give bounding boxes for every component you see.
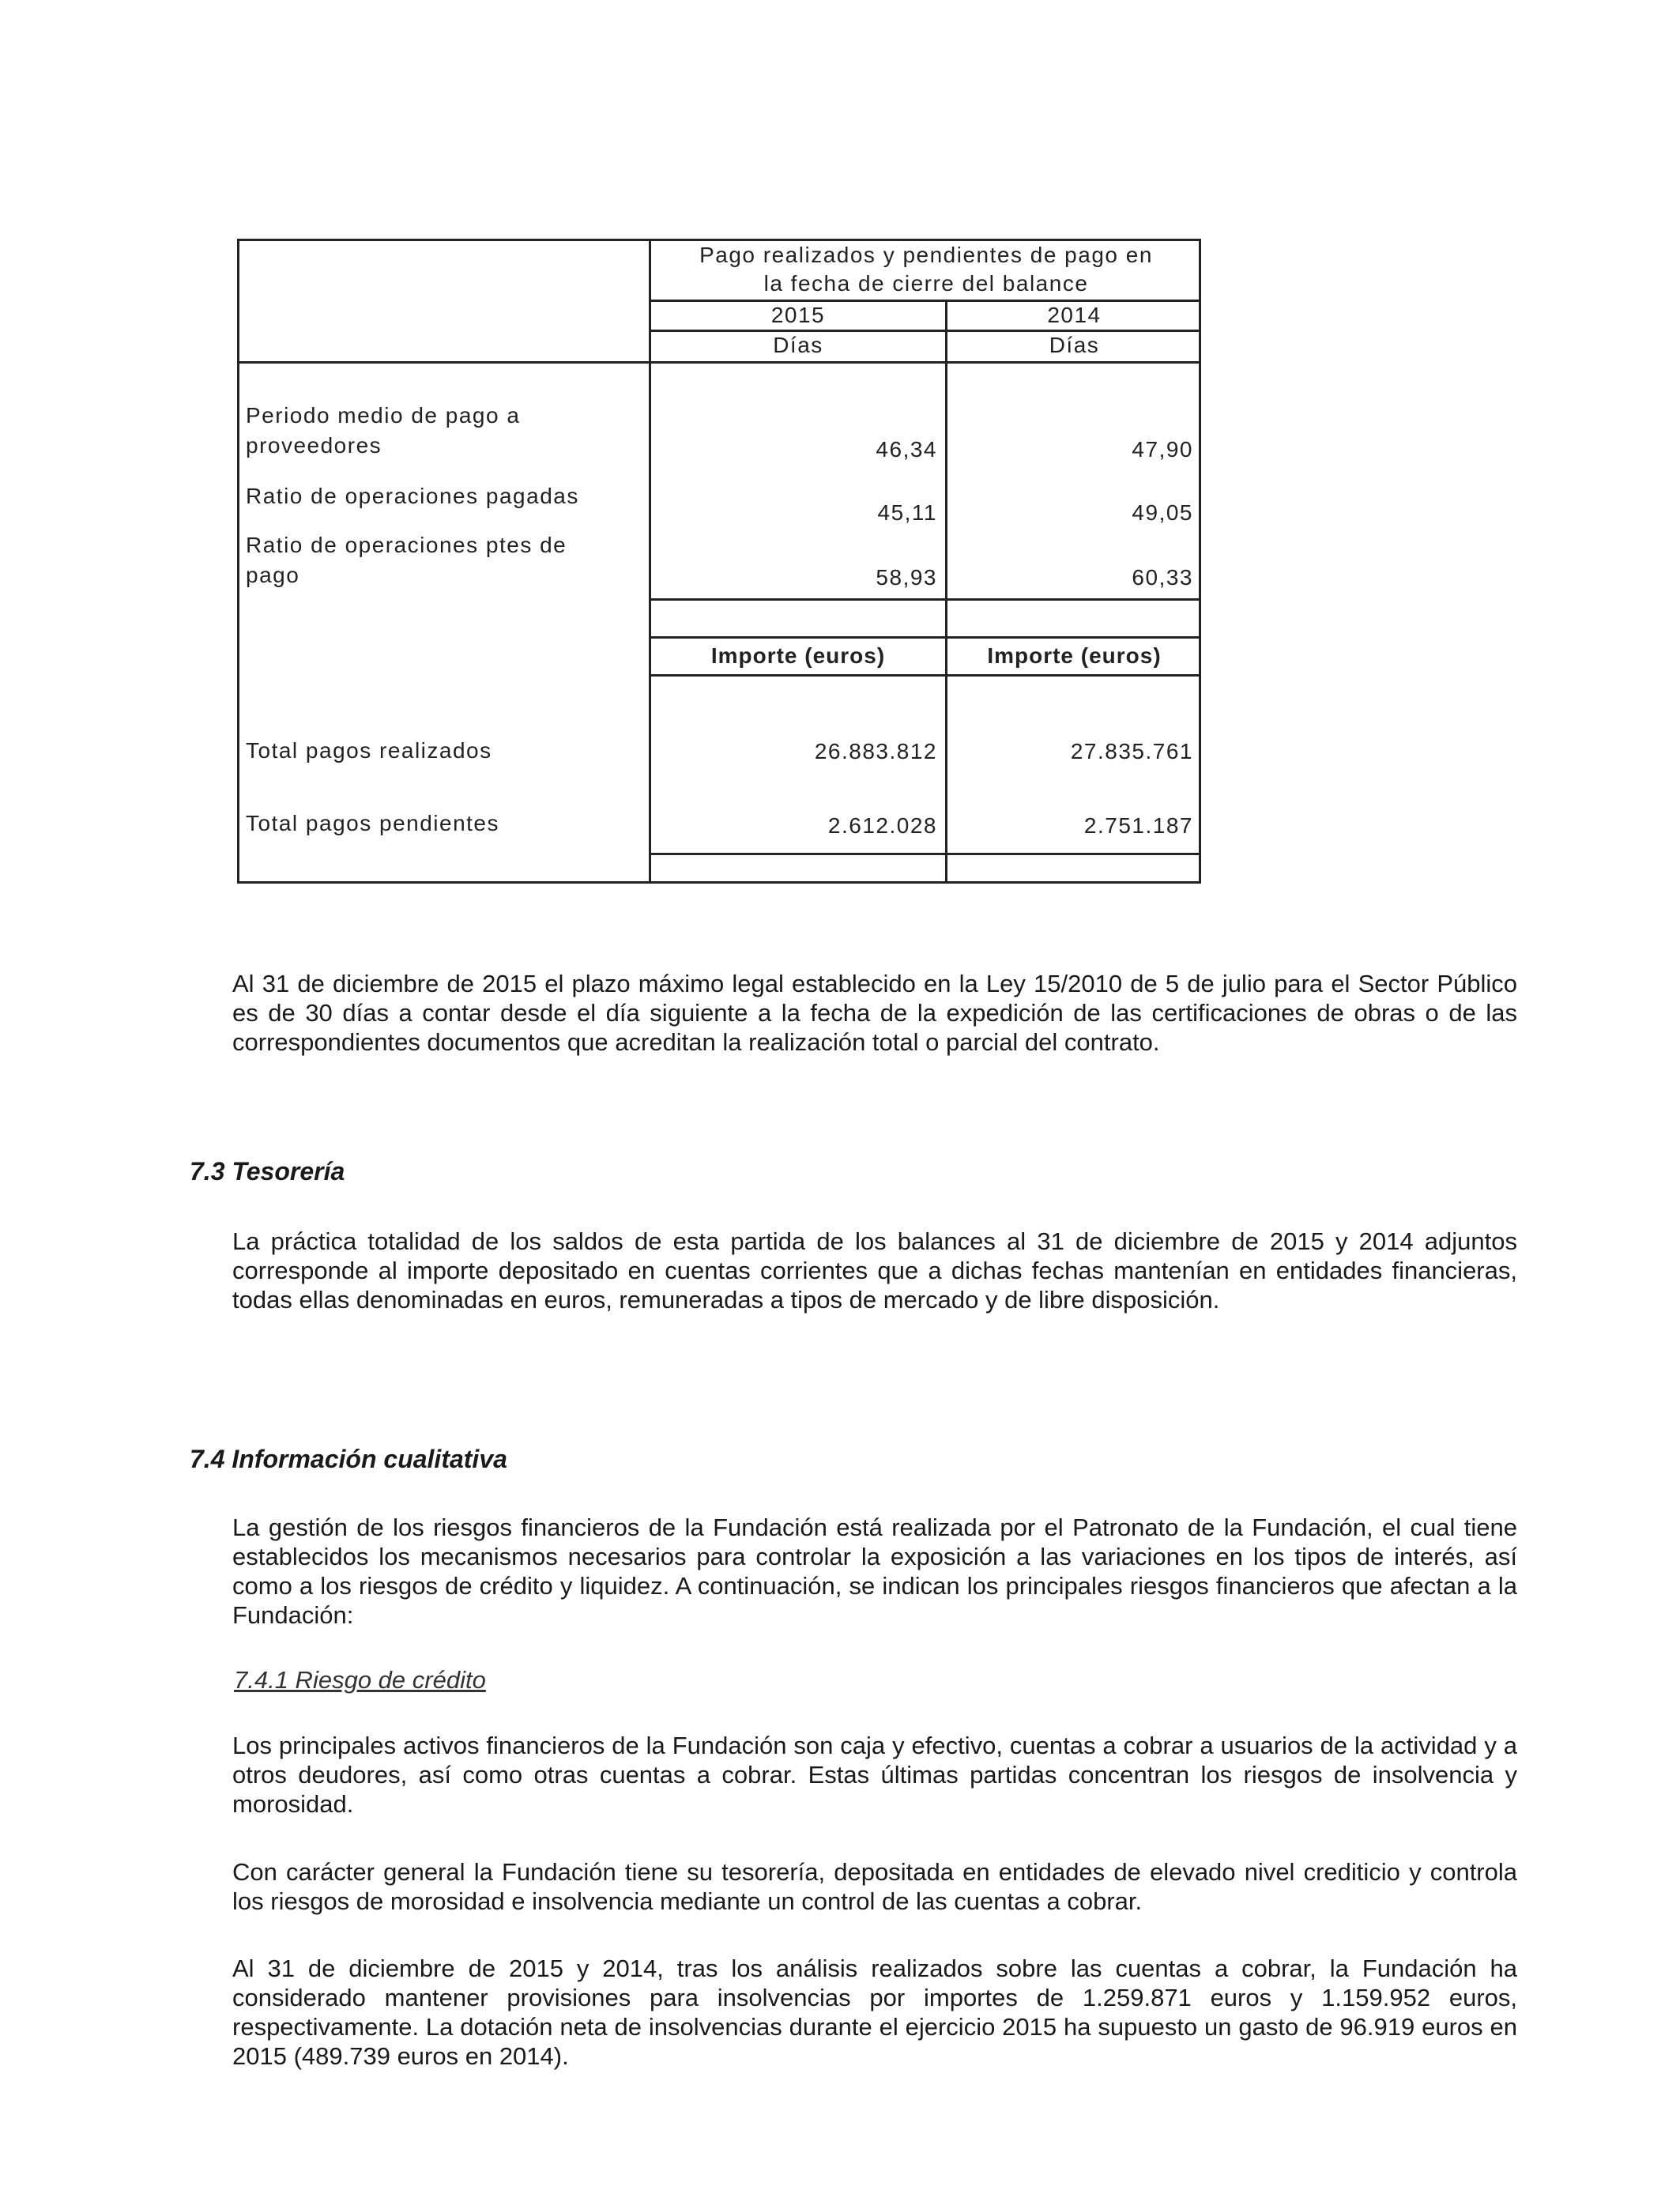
- row-label-line: Periodo medio de pago a: [246, 403, 521, 428]
- paragraph-activos-financieros: Los principales activos financieros de la Fundación son caja y efectivo, cuentas a cobrar a usuarios de la actividad y a otros deudores, así como otras cuentas a cobrar. Estas últimas partidas concentran los riesgos de insolvencia y morosidad.: [232, 1732, 1517, 1818]
- header-year-2015: 2015: [770, 303, 826, 327]
- value-total-realizados-2014: 27.835.761: [1070, 739, 1193, 763]
- table-rule: [239, 361, 1199, 364]
- table-header-group: [651, 241, 1201, 298]
- paragraph-informacion-cualitativa: La gestión de los riesgos financieros de la Fundación está realizada por el Patronato de la Fundación, el cual tiene establecidos los mecanismos necesarios para controlar la exposición a las variaciones en los tipos de interés, así como a los riesgos de crédito y liquidez. A continuación, se indican los principales riesgos financieros que afectan a la Fundación:: [232, 1514, 1517, 1629]
- paragraph-plazo-legal: Al 31 de diciembre de 2015 el plazo máximo legal establecido en la Ley 15/2010 de 5 de julio para el Sector Público es de 30 días a contar desde el día siguiente a la fecha de la expedición de las certificaciones de obras o de las correspondientes documentos que acreditan la realización total o parcial del contrato.: [232, 970, 1517, 1056]
- row-label-total-pendientes: Total pagos pendientes: [246, 811, 499, 835]
- value-periodo-medio-2015: 46,34: [876, 437, 937, 462]
- paragraph-provisiones: Al 31 de diciembre de 2015 y 2014, tras los análisis realizados sobre las cuentas a cobrar, la Fundación ha considerado mantener provisiones para insolvencias por importes de 1.259.871 euros y 1.159.952 euros, respectivamente. La dotación neta de insolvencias durante el ejercicio 2015 ha supuesto un gasto de 96.919 euros en 2015 (489.739 euros en 2014).: [232, 1955, 1517, 2070]
- header-year-2014: 2014: [1047, 303, 1102, 327]
- header-unit-days-2014: Días: [1049, 333, 1100, 357]
- row-label-line: pago: [246, 563, 300, 587]
- payment-period-table: [237, 239, 1201, 884]
- header-group-line: Pago realizados y pendientes de pago en: [699, 243, 1153, 267]
- value-ratio-pagadas-2015: 45,11: [877, 500, 937, 525]
- value-ratio-pagadas-2014: 49,05: [1132, 500, 1193, 525]
- table-rule: [649, 674, 1199, 677]
- header-unit-amount-2015: Importe (euros): [710, 643, 886, 668]
- header-unit-days-2015: Días: [773, 333, 823, 357]
- subsection-heading-7-4-1: 7.4.1 Riesgo de crédito: [234, 1666, 486, 1694]
- value-ratio-ptes-2014: 60,33: [1132, 565, 1193, 590]
- table-rule: [649, 598, 1199, 601]
- row-label-ratio-pagadas: Ratio de operaciones pagadas: [246, 484, 579, 508]
- row-label-ratio-ptes: [246, 530, 567, 590]
- table-rule: [649, 853, 1199, 855]
- value-total-realizados-2015: 26.883.812: [814, 739, 937, 763]
- section-heading-7-4: 7.4 Información cualitativa: [190, 1445, 507, 1473]
- table-rule: [649, 636, 1199, 639]
- row-label-line: proveedores: [246, 433, 382, 458]
- header-group-line: la fecha de cierre del balance: [763, 271, 1089, 296]
- row-label-periodo-medio: [246, 401, 520, 461]
- value-periodo-medio-2014: 47,90: [1132, 437, 1193, 462]
- row-label-line: Ratio de operaciones ptes de: [246, 533, 567, 557]
- value-total-pendientes-2015: 2.612.028: [827, 813, 937, 838]
- header-unit-amount-2014: Importe (euros): [987, 643, 1162, 668]
- paragraph-tesoreria: La práctica totalidad de los saldos de esta partida de los balances al 31 de diciembre de 2015 y 2014 adjuntos corresponde al importe depositado en cuentas corrientes que a dichas fechas mantenían en entidades financieras, todas ellas denominadas en euros, remuneradas a tipos de mercado y de libre disposición.: [232, 1227, 1517, 1314]
- paragraph-tesoreria-control: Con carácter general la Fundación tiene su tesorería, depositada en entidades de elevado nivel crediticio y controla los riesgos de morosidad e insolvencia mediante un control de las cuentas a cobrar.: [232, 1858, 1517, 1915]
- row-label-total-realizados: Total pagos realizados: [246, 738, 492, 763]
- section-heading-7-3: 7.3 Tesorería: [190, 1157, 345, 1186]
- value-total-pendientes-2014: 2.751.187: [1083, 813, 1193, 838]
- value-ratio-ptes-2015: 58,93: [876, 565, 937, 590]
